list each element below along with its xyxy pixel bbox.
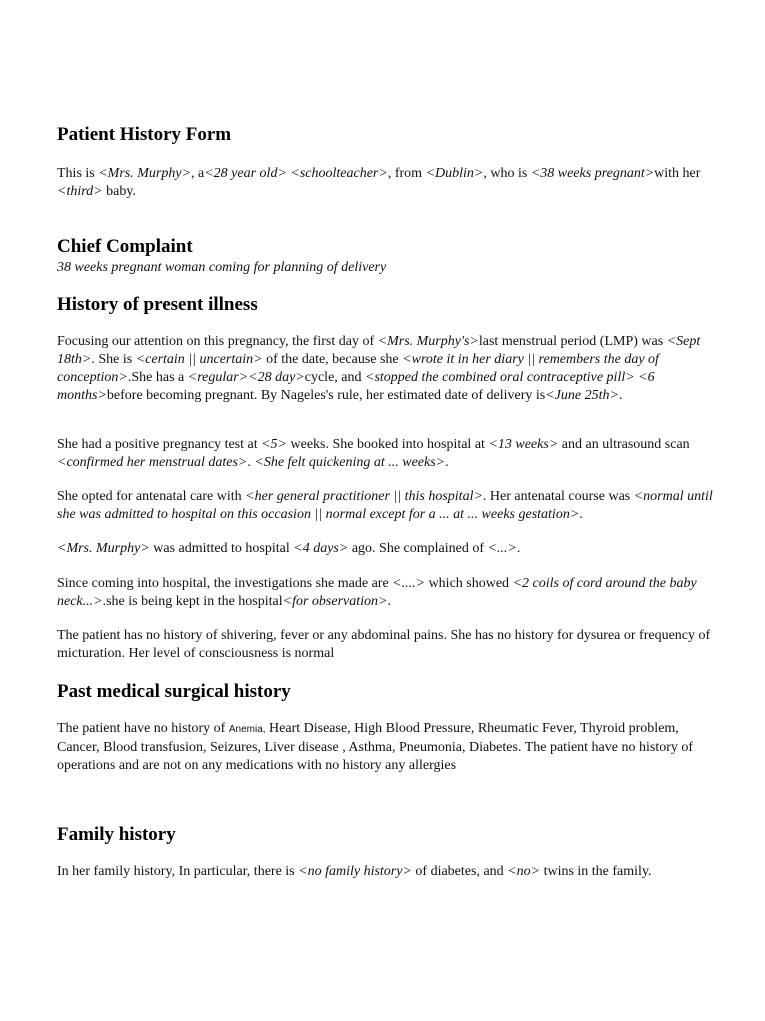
page-title: Patient History Form bbox=[57, 124, 232, 145]
placeholder-cycle-type: <regular> bbox=[187, 370, 249, 385]
hpi-heading: History of present illness bbox=[57, 294, 258, 315]
hpi-text: was admitted to hospital bbox=[149, 541, 294, 556]
hpi-text: .She has a bbox=[127, 370, 188, 385]
pmsh-paragraph bbox=[57, 720, 717, 775]
hpi-text: She opted for antenatal care with bbox=[57, 489, 246, 504]
patient-occupation: <schoolteacher> bbox=[290, 166, 388, 181]
hpi-text: before becoming pregnant. By Nageles's rule, her estimated date of delivery is bbox=[106, 388, 546, 403]
hpi-paragraph-investigations bbox=[57, 575, 717, 611]
chief-complaint-value: 38 weeks pregnant woman coming for planning of delivery bbox=[57, 260, 387, 275]
hpi-text: weeks. She booked into hospital at bbox=[287, 437, 489, 452]
pmsh-text: Heart Disease, High Blood Pressure, Rheumatic Fever, Thyroid problem, Cancer, Blood transfusion, Seizures, Liver disease , Asthma, Pneumonia, Diabetes. The patient have no history of operations and are not on any medications with no history any allergies bbox=[57, 721, 694, 773]
placeholder-quickening: <She felt quickening at ... weeks> bbox=[254, 455, 446, 470]
hpi-text: . bbox=[387, 594, 391, 609]
placeholder-name: <Mrs. Murphy> bbox=[57, 541, 150, 556]
placeholder-family-history: <no family history> bbox=[298, 864, 412, 879]
hpi-text: . She is bbox=[91, 352, 136, 367]
hpi-text: Since coming into hospital, the investigations she made are bbox=[57, 576, 393, 591]
chief-complaint-text bbox=[57, 259, 717, 277]
family-text: In her family history, In particular, there is bbox=[57, 864, 299, 879]
intro-text: with her bbox=[654, 166, 701, 181]
hpi-text: which showed bbox=[425, 576, 513, 591]
hpi-text: cycle, and bbox=[304, 370, 365, 385]
intro-paragraph bbox=[57, 165, 717, 201]
intro-text: , a bbox=[191, 166, 205, 181]
hpi-text: . bbox=[579, 507, 583, 522]
placeholder-name: <Mrs. Murphy's> bbox=[377, 334, 479, 349]
hpi-text: of the date, because she bbox=[262, 352, 403, 367]
hpi-paragraph-symptoms bbox=[57, 627, 717, 663]
family-history-heading: Family history bbox=[57, 824, 176, 845]
placeholder-contraception: <stopped the combined oral contraceptive pill> bbox=[365, 370, 635, 385]
hpi-text: and an ultrasound scan bbox=[558, 437, 690, 452]
pmsh-anemia: Anemia, bbox=[228, 724, 266, 735]
hpi-text: The patient has no history of shivering, fever or any abdominal pains. She has no history for dysurea or frequency of micturation. Her level of consciousness is normal bbox=[57, 628, 711, 661]
hpi-paragraph-lmp bbox=[57, 333, 717, 405]
family-text: twins in the family. bbox=[540, 864, 652, 879]
patient-city: <Dublin> bbox=[425, 166, 484, 181]
hpi-text: . Her antenatal course was bbox=[482, 489, 634, 504]
placeholder-cycle-length: <28 day> bbox=[248, 370, 305, 385]
hpi-text: last menstrual period (LMP) was bbox=[478, 334, 667, 349]
placeholder-booking-week: <13 weeks> bbox=[488, 437, 559, 452]
placeholder-scan-result: <confirmed her menstrual dates> bbox=[57, 455, 248, 470]
hpi-paragraph-antenatal bbox=[57, 488, 717, 524]
patient-age: <28 year old> bbox=[204, 166, 287, 181]
baby-order: <third> bbox=[57, 184, 103, 199]
pmsh-text: The patient have no history of bbox=[57, 721, 229, 736]
hpi-text: She had a positive pregnancy test at bbox=[57, 437, 262, 452]
placeholder-duration: <6 months> bbox=[57, 370, 655, 403]
placeholder-reason: <wrote it in her diary || remembers the day of conception> bbox=[57, 352, 659, 385]
placeholder-certainty: <certain || uncertain> bbox=[135, 352, 263, 367]
placeholder-investigations: <....> bbox=[392, 576, 426, 591]
placeholder-lmp-date: <Sept 18th> bbox=[57, 334, 701, 367]
gestation-weeks: <38 weeks pregnant> bbox=[530, 166, 655, 181]
hpi-text: . bbox=[516, 541, 521, 556]
placeholder-care-provider: <her general practitioner || this hospital> bbox=[245, 489, 483, 504]
family-text: of diabetes, and bbox=[411, 864, 508, 879]
placeholder-twins: <no> bbox=[507, 864, 541, 879]
patient-name: <Mrs. Murphy> bbox=[98, 166, 192, 181]
hpi-paragraph-admission bbox=[57, 540, 717, 558]
placeholder-edd: <June 25th> bbox=[545, 388, 619, 403]
hpi-text: . bbox=[618, 388, 623, 403]
placeholder-findings: <2 coils of cord around the baby neck...> bbox=[57, 576, 697, 609]
placeholder-admission-days: <4 days> bbox=[293, 541, 349, 556]
hpi-text: ago. She complained of bbox=[348, 541, 488, 556]
placeholder-test-week: <5> bbox=[261, 437, 288, 452]
placeholder-complaint: <...> bbox=[487, 541, 517, 556]
family-history-paragraph bbox=[57, 863, 717, 881]
intro-text: , from bbox=[387, 166, 426, 181]
chief-complaint-heading: Chief Complaint bbox=[57, 236, 193, 257]
placeholder-reason-kept: <for observation> bbox=[282, 594, 388, 609]
hpi-text: .she is being kept in the hospital bbox=[102, 594, 283, 609]
intro-text: , who is bbox=[483, 166, 531, 181]
pmsh-heading: Past medical surgical history bbox=[57, 681, 291, 702]
hpi-text: Focusing our attention on this pregnancy, the first day of bbox=[57, 334, 378, 349]
hpi-paragraph-test bbox=[57, 436, 717, 472]
intro-text: This is bbox=[57, 166, 99, 181]
placeholder-antenatal-course: <normal until she was admitted to hospital on this occasion || normal except for a ... at ... weeks gestation> bbox=[57, 489, 713, 522]
hpi-text: . bbox=[445, 455, 449, 470]
intro-text: baby. bbox=[102, 184, 136, 199]
hpi-text: . bbox=[247, 455, 255, 470]
